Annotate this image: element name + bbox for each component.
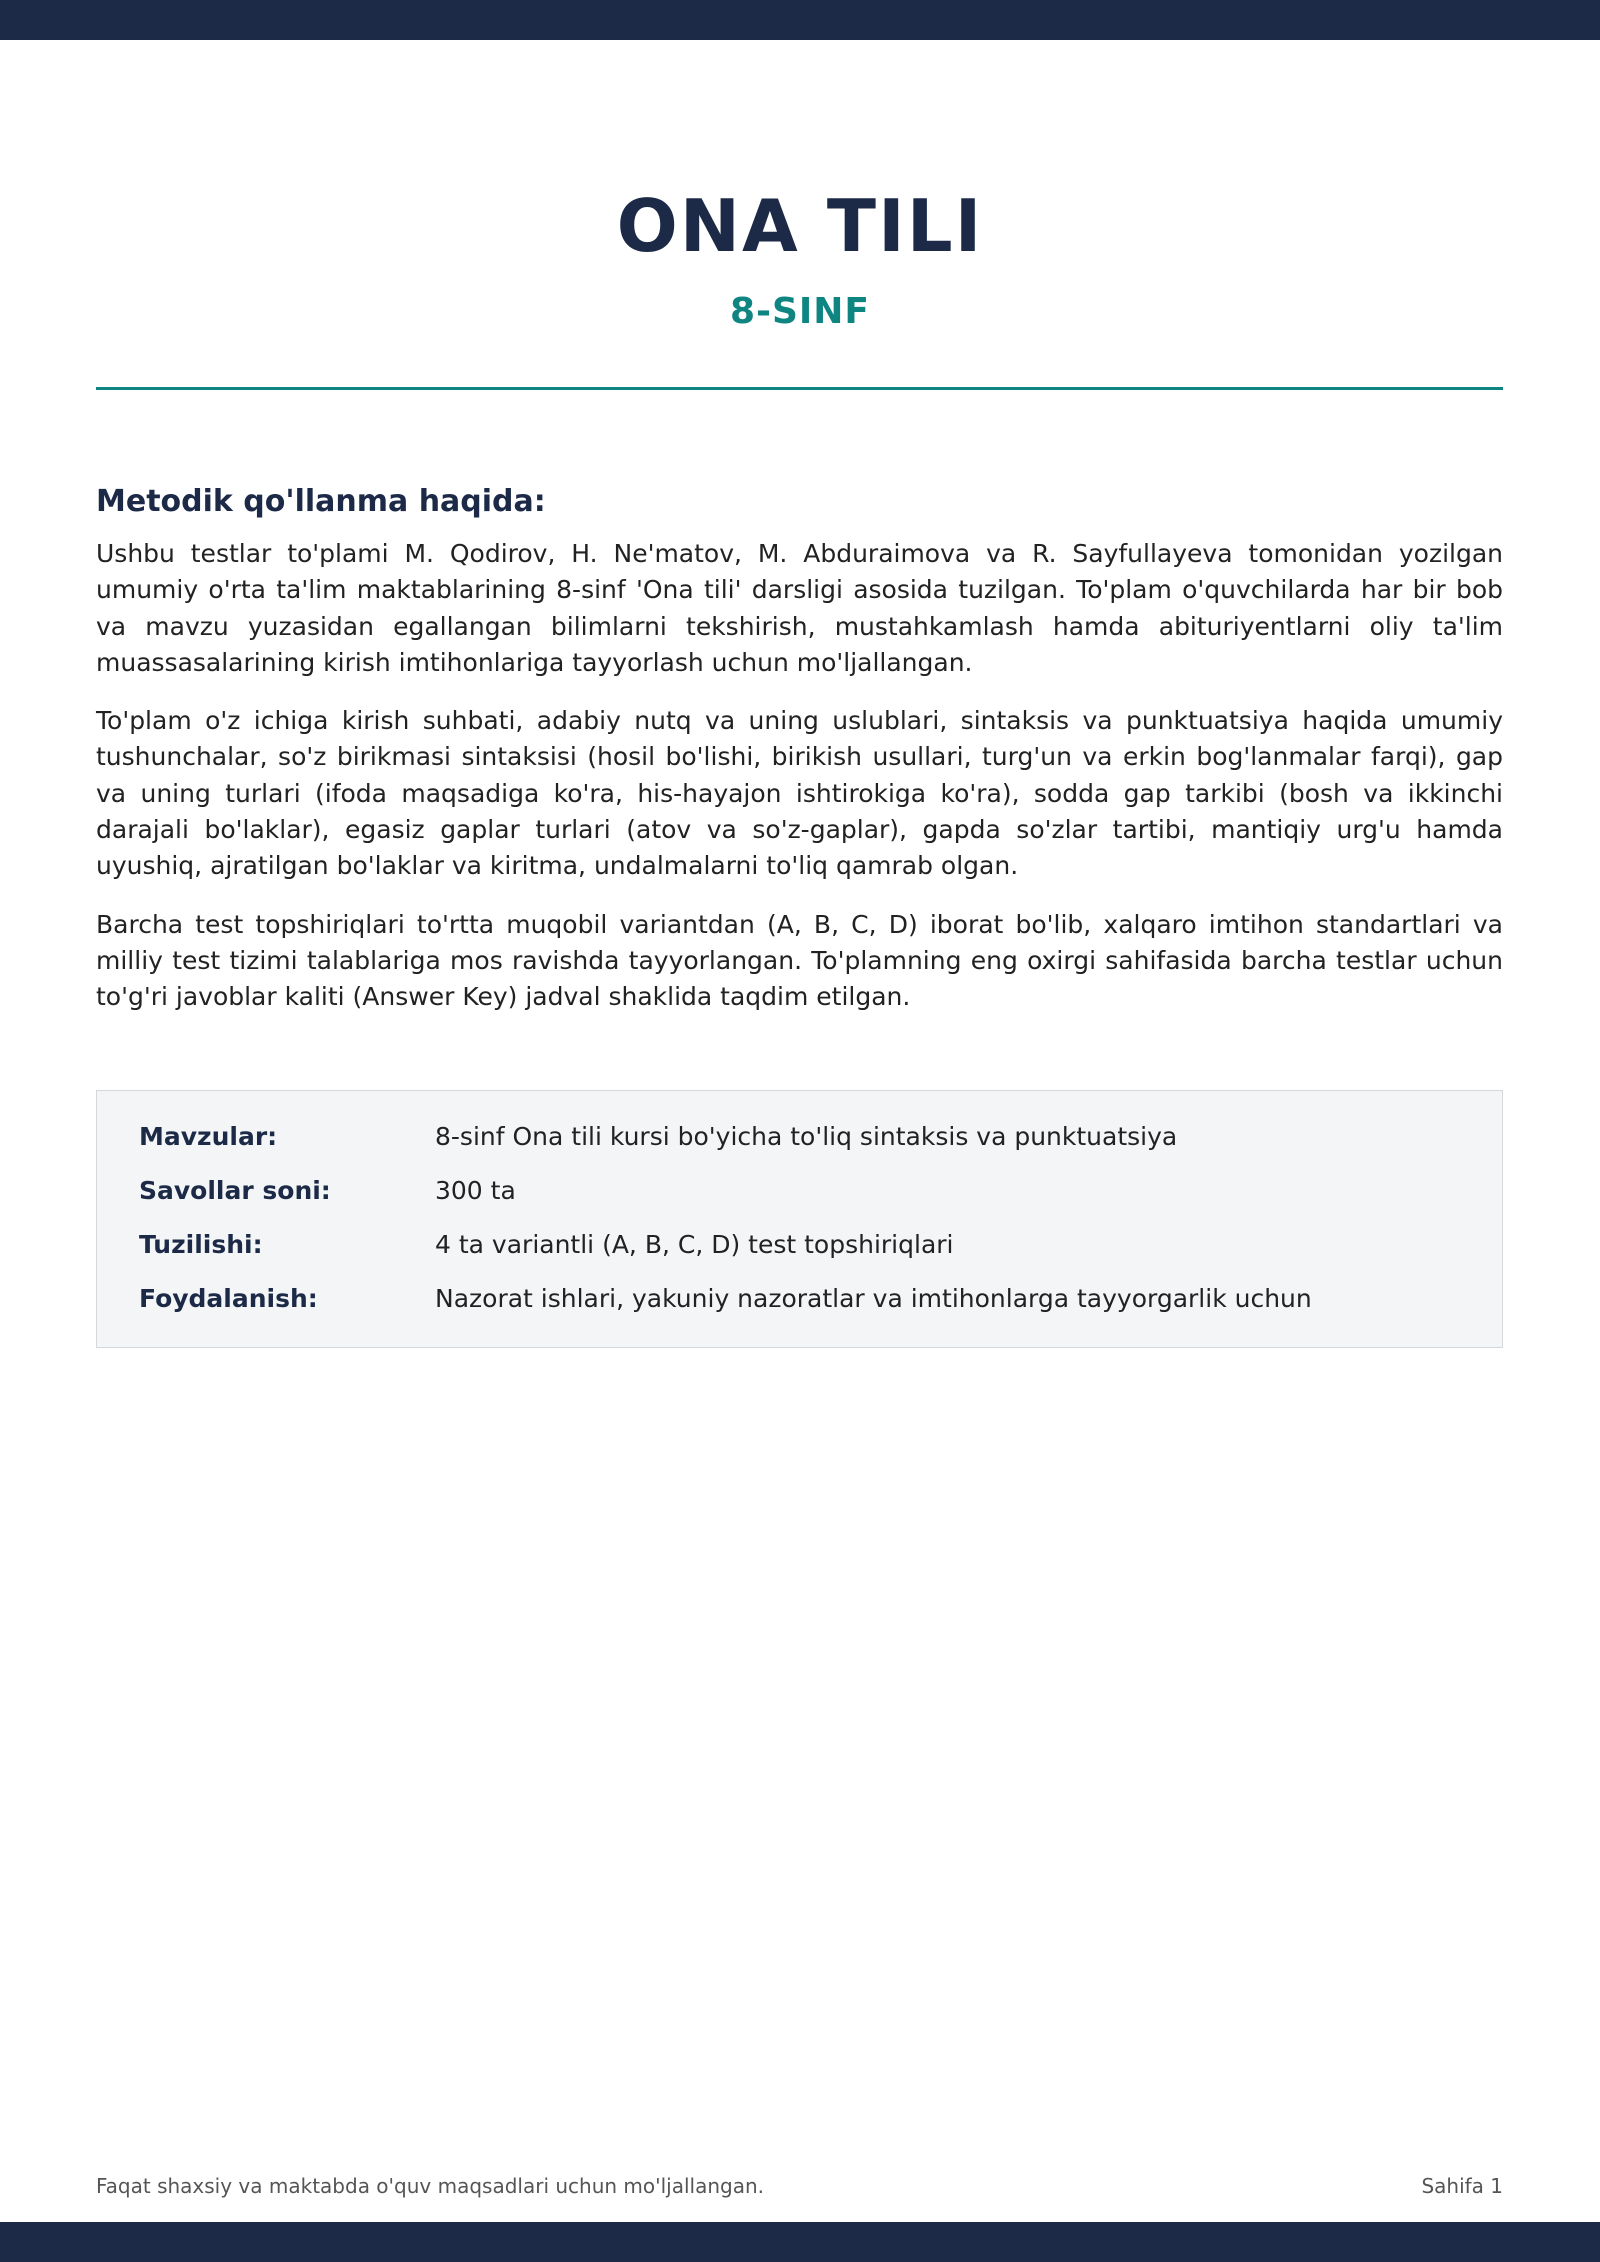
intro-paragraph-1: Ushbu testlar to'plami M. Qodirov, H. Ne'matov, M. Abduraimova va R. Sayfullayeva tomonidan yozilgan umumiy o'rta ta'lim maktablarining 8-sinf 'Ona tili' darsligi asosida tuzilgan. To'plam o'quvchilarda har bir bob va mavzu yuzasidan egallangan bilimlarni tekshirish, mustahkamlash hamda abituriyentlarni oliy ta'lim muassasalarining kirish imtihonlariga tayyorlash uchun mo'ljallangan. (96, 539, 1503, 677)
document-subtitle: 8-SINF (729, 291, 871, 332)
info-value: 4 ta variantli (A, B, C, D) test topshiriqlari (435, 1230, 954, 1259)
info-label: Tuzilishi: (139, 1230, 263, 1259)
info-value: 300 ta (435, 1176, 516, 1205)
intro-paragraph-3: Barcha test topshiriqlari to'rtta muqobil variantdan (A, B, C, D) iborat bo'lib, xalqaro imtihon standartlari va milliy test tizimi talablariga mos ravishda tayyorlangan. To'plamning eng oxirgi sahifasida barcha testlar uchun to'g'ri javoblar kaliti (Answer Key) jadval shaklida taqdim etilgan. (96, 909, 1503, 1012)
document-title: ONA TILI (616, 184, 984, 268)
info-box (96, 1090, 1503, 1348)
about-section (96, 482, 1503, 1038)
bottom-accent-bar (0, 2222, 1600, 2262)
footer-note: Faqat shaxsiy va maktabda o'quv maqsadlari uchun mo'ljallangan. (96, 2174, 765, 2198)
page-number: Sahifa 1 (1421, 2174, 1503, 2198)
title-divider (96, 387, 1503, 390)
info-value: 8-sinf Ona tili kursi bo'yicha to'liq sintaksis va punktuatsiya (435, 1122, 1178, 1151)
top-accent-bar (0, 0, 1600, 40)
info-label: Savollar soni: (139, 1176, 331, 1205)
info-label: Mavzular: (139, 1122, 278, 1151)
info-label: Foydalanish: (139, 1284, 318, 1313)
section-heading: Metodik qo'llanma haqida: (96, 484, 546, 519)
intro-paragraph-2: To'plam o'z ichiga kirish suhbati, adabiy nutq va uning uslublari, sintaksis va punktuatsiya haqida umumiy tushunchalar, so'z birikmasi sintaksisi (hosil bo'lishi, birikish usullari, turg'un va erkin bog'lanmalar farqi), gap va uning turlari (ifoda maqsadiga ko'ra, his-hayajon ishtirokiga ko'ra), sodda gap tarkibi (bosh va ikkinchi darajali bo'laklar), egasiz gaplar turlari (atov va so'z-gaplar), gapda so'zlar tartibi, mantiqiy urg'u hamda uyushiq, ajratilgan bo'laklar va kiritma, undalmalarni to'liq qamrab olgan. (96, 706, 1503, 881)
info-value: Nazorat ishlari, yakuniy nazoratlar va imtihonlarga tayyorgarlik uchun (435, 1284, 1312, 1313)
